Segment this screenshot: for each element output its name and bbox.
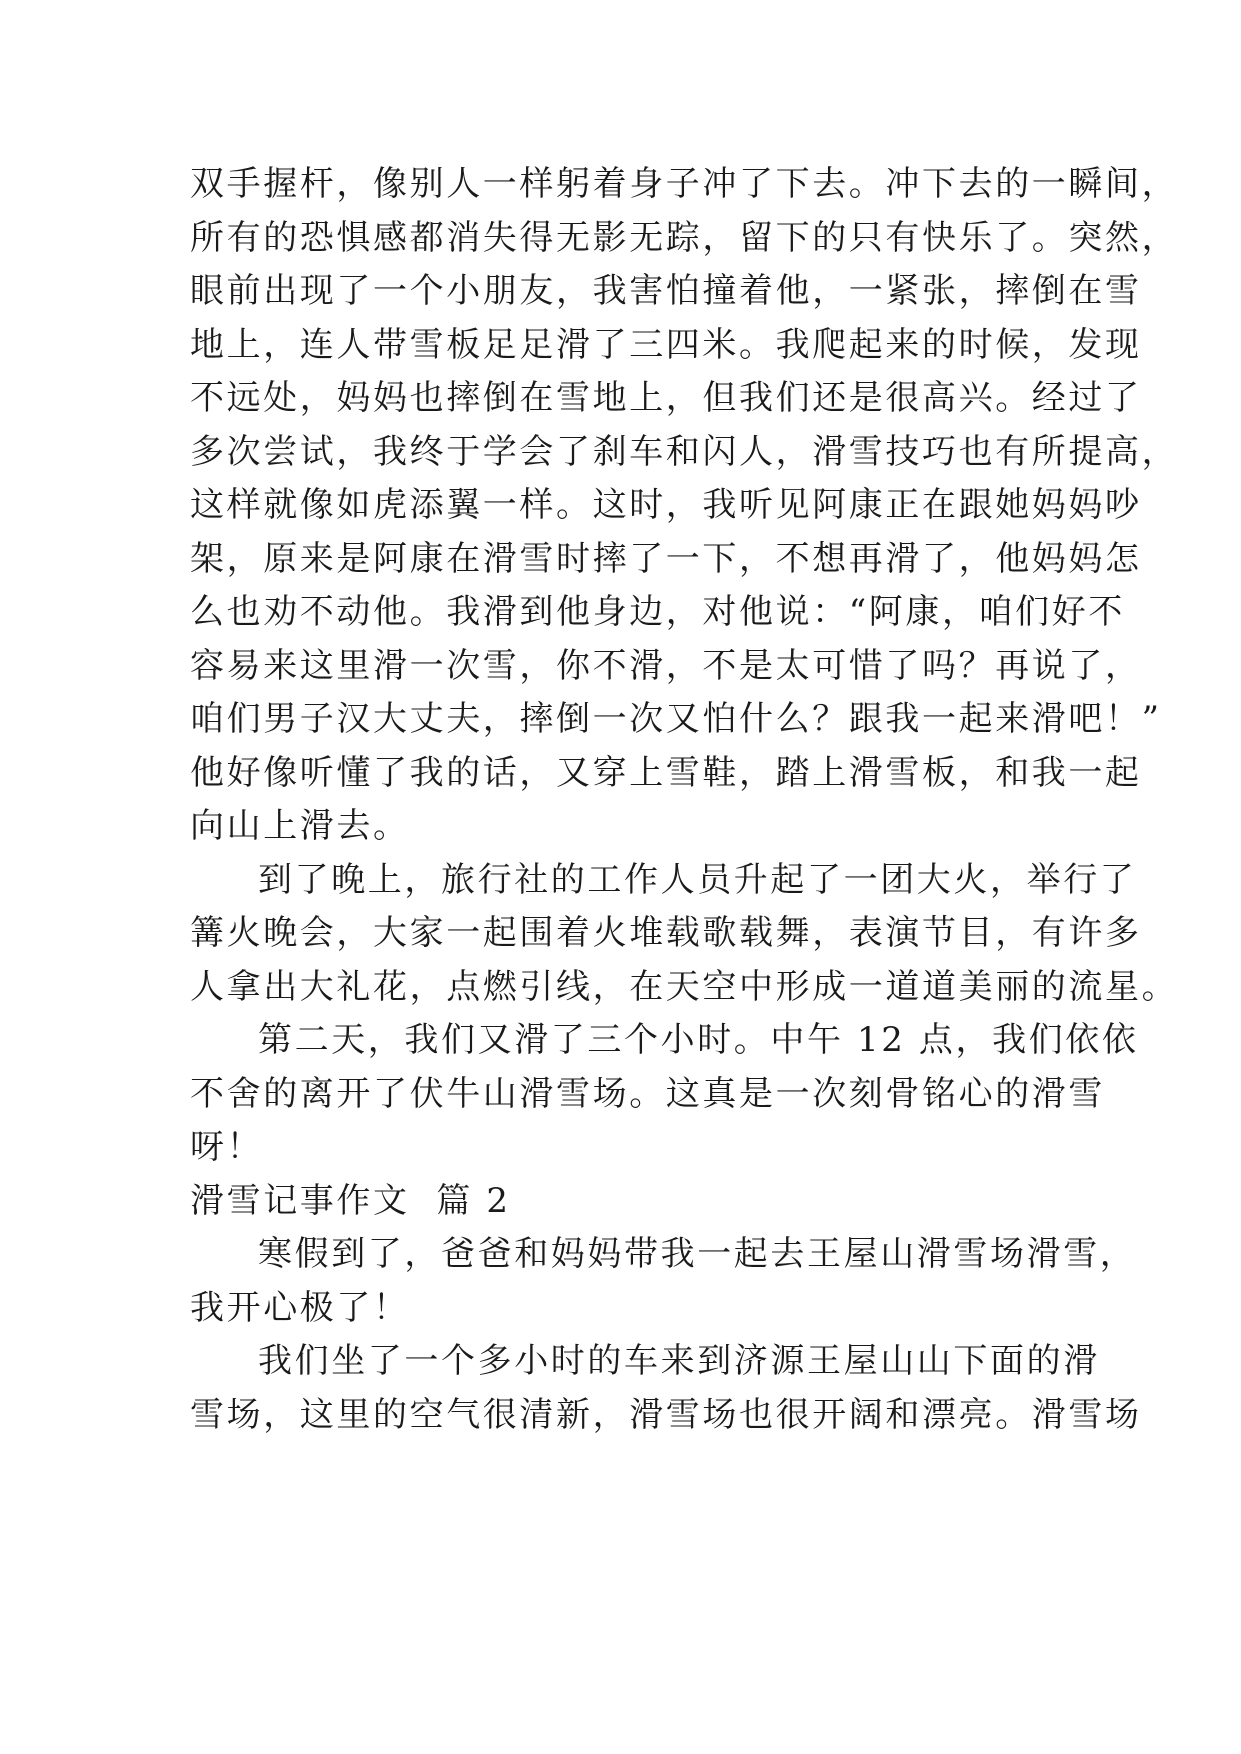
text-line: 这样就像如虎添翼一样。这时，我听见阿康正在跟她妈妈吵	[190, 485, 1142, 525]
text-line: 架，原来是阿康在滑雪时摔了一下，不想再滑了，他妈妈怎	[190, 538, 1142, 579]
text-line: 多次尝试，我终于学会了刹车和闪人，滑雪技巧也有所提高，	[190, 431, 1179, 472]
text-line: 我开心极了！	[190, 1287, 410, 1328]
text-line: 他好像听懂了我的话，又穿上雪鞋，踏上滑雪板，和我一起	[190, 752, 1142, 793]
text-line: 眼前出现了一个小朋友，我害怕撞着他，一紧张，摔倒在雪	[190, 271, 1142, 311]
text-line: 地上，连人带雪板足足滑了三四米。我爬起来的时候，发现	[190, 324, 1142, 365]
text-line: 向山上滑去。	[190, 806, 410, 846]
text-line: 咱们男子汉大丈夫，摔倒一次又怕什么？跟我一起来滑吧！”	[190, 699, 1162, 739]
text-line: 雪场，这里的空气很清新，滑雪场也很开阔和漂亮。滑雪场	[190, 1394, 1142, 1435]
text-line: 双手握杆，像别人一样躬着身子冲了下去。冲下去的一瞬间，	[190, 164, 1179, 204]
text-line: 不远处，妈妈也摔倒在雪地上，但我们还是很高兴。经过了	[190, 378, 1142, 418]
paragraph-start-line: 到了晚上，旅行社的工作人员升起了一团大火，举行了	[258, 859, 1137, 900]
section-heading: 滑雪记事作文 篇 2	[190, 1180, 511, 1221]
text-line: 所有的恐惧感都消失得无影无踪，留下的只有快乐了。突然，	[190, 217, 1179, 258]
essay-text	[190, 158, 1179, 1442]
paragraph-start-line: 第二天，我们又滑了三个小时。中午 12 点，我们依依	[258, 1020, 1139, 1060]
text-line: 篝火晚会，大家一起围着火堆载歌载舞，表演节目，有许多	[190, 913, 1142, 953]
text-line: 不舍的离开了伏牛山滑雪场。这真是一次刻骨铭心的滑雪	[190, 1073, 1105, 1114]
text-line: 么也劝不动他。我滑到他身边，对他说：“阿康，咱们好不	[190, 592, 1125, 632]
paragraph-start-line: 我们坐了一个多小时的车来到济源王屋山山下面的滑	[258, 1341, 1100, 1381]
text-line: 呀！	[190, 1127, 264, 1167]
text-line: 容易来这里滑一次雪，你不滑，不是太可惜了吗？再说了，	[190, 645, 1142, 686]
paragraph-start-line: 寒假到了，爸爸和妈妈带我一起去王屋山滑雪场滑雪，	[258, 1234, 1137, 1274]
text-line: 人拿出大礼花，点燃引线，在天空中形成一道道美丽的流星。	[190, 966, 1179, 1007]
